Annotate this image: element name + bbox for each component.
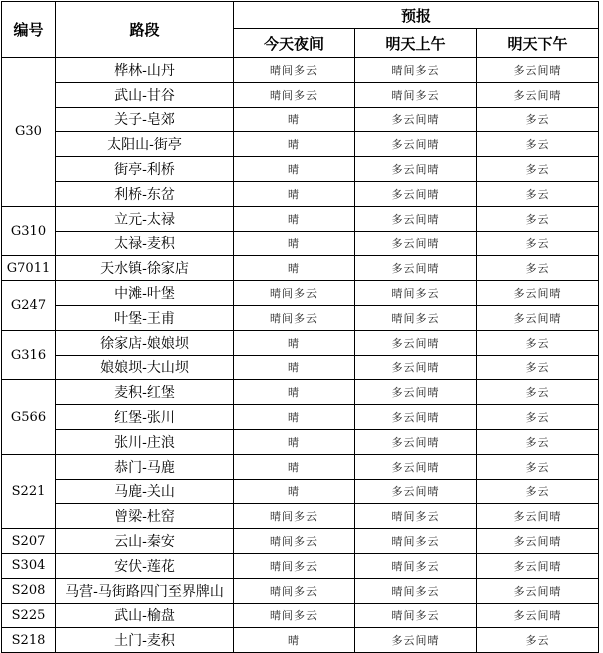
table-row [2, 578, 599, 603]
route-cell: 叶堡-王甫 [56, 305, 234, 330]
tonight-cell: 晴 [234, 454, 355, 479]
table-row [2, 206, 599, 231]
tomorrow-am-cell: 多云间晴 [355, 454, 477, 479]
road-code-cell: G7011 [2, 256, 56, 281]
road-code-cell: G30 [2, 58, 56, 207]
tonight-cell: 晴 [234, 355, 355, 380]
tomorrow-am-cell: 多云间晴 [355, 429, 477, 454]
tonight-cell: 晴 [234, 628, 355, 653]
tomorrow-pm-cell: 多云 [477, 380, 599, 405]
tomorrow-pm-cell: 多云 [477, 256, 599, 281]
route-cell: 张川-庄浪 [56, 429, 234, 454]
tomorrow-am-cell: 晴间多云 [355, 305, 477, 330]
road-code-cell: S208 [2, 578, 56, 603]
table-row [2, 58, 599, 83]
tonight-cell: 晴间多云 [234, 578, 355, 603]
tomorrow-pm-cell: 多云间晴 [477, 578, 599, 603]
route-cell: 桦林-山丹 [56, 58, 234, 83]
tonight-cell: 晴 [234, 256, 355, 281]
tomorrow-pm-cell: 多云间晴 [477, 305, 599, 330]
tomorrow-pm-cell: 多云 [477, 231, 599, 256]
table-row [2, 454, 599, 479]
table-row [2, 256, 599, 281]
tomorrow-am-cell: 晴间多云 [355, 603, 477, 628]
road-code-cell: S304 [2, 553, 56, 578]
tomorrow-pm-cell: 多云 [477, 429, 599, 454]
tonight-cell: 晴间多云 [234, 504, 355, 529]
table-row [2, 429, 599, 454]
table-row [2, 107, 599, 132]
tomorrow-pm-cell: 多云 [477, 132, 599, 157]
tonight-cell: 晴 [234, 479, 355, 504]
tomorrow-am-cell: 多云间晴 [355, 405, 477, 430]
tonight-cell: 晴 [234, 405, 355, 430]
route-cell: 恭门-马鹿 [56, 454, 234, 479]
route-cell: 马营-马街路四门至界牌山 [56, 578, 234, 603]
table-row [2, 529, 599, 554]
tonight-cell: 晴 [234, 132, 355, 157]
route-cell: 安伏-莲花 [56, 553, 234, 578]
header-route: 路段 [56, 2, 234, 58]
tomorrow-am-cell: 多云间晴 [355, 157, 477, 182]
table-row [2, 380, 599, 405]
table-row [2, 305, 599, 330]
route-cell: 武山-甘谷 [56, 82, 234, 107]
tomorrow-pm-cell: 多云间晴 [477, 504, 599, 529]
route-cell: 关子-皂郊 [56, 107, 234, 132]
road-code-cell: S225 [2, 603, 56, 628]
table-row [2, 82, 599, 107]
tomorrow-pm-cell: 多云 [477, 628, 599, 653]
table-header [2, 2, 599, 58]
tomorrow-pm-cell: 多云 [477, 330, 599, 355]
route-cell: 曾梁-杜窑 [56, 504, 234, 529]
tomorrow-am-cell: 多云间晴 [355, 206, 477, 231]
tomorrow-am-cell: 晴间多云 [355, 281, 477, 306]
tomorrow-pm-cell: 多云 [477, 355, 599, 380]
tomorrow-am-cell: 晴间多云 [355, 578, 477, 603]
tonight-cell: 晴 [234, 157, 355, 182]
tomorrow-pm-cell: 多云 [477, 206, 599, 231]
tomorrow-am-cell: 多云间晴 [355, 181, 477, 206]
route-cell: 麦积-红堡 [56, 380, 234, 405]
route-cell: 土门-麦积 [56, 628, 234, 653]
tonight-cell: 晴 [234, 429, 355, 454]
table-row [2, 355, 599, 380]
tomorrow-pm-cell: 多云间晴 [477, 529, 599, 554]
tonight-cell: 晴 [234, 107, 355, 132]
route-cell: 太阳山-街亭 [56, 132, 234, 157]
road-code-cell: G247 [2, 281, 56, 331]
route-cell: 中滩-叶堡 [56, 281, 234, 306]
tomorrow-pm-cell: 多云 [477, 454, 599, 479]
tonight-cell: 晴 [234, 231, 355, 256]
tonight-cell: 晴间多云 [234, 58, 355, 83]
table-row [2, 479, 599, 504]
road-code-cell: G316 [2, 330, 56, 380]
tomorrow-am-cell: 多云间晴 [355, 355, 477, 380]
tomorrow-pm-cell: 多云间晴 [477, 281, 599, 306]
tonight-cell: 晴 [234, 181, 355, 206]
tomorrow-pm-cell: 多云间晴 [477, 58, 599, 83]
tomorrow-am-cell: 晴间多云 [355, 529, 477, 554]
tomorrow-am-cell: 多云间晴 [355, 107, 477, 132]
tomorrow-pm-cell: 多云 [477, 107, 599, 132]
tonight-cell: 晴间多云 [234, 529, 355, 554]
tonight-cell: 晴间多云 [234, 305, 355, 330]
route-cell: 立元-太禄 [56, 206, 234, 231]
table-row [2, 628, 599, 653]
header-code: 编号 [2, 2, 56, 58]
tomorrow-am-cell: 晴间多云 [355, 504, 477, 529]
table-row [2, 330, 599, 355]
tomorrow-am-cell: 多云间晴 [355, 330, 477, 355]
table-row [2, 405, 599, 430]
table-row [2, 157, 599, 182]
tomorrow-pm-cell: 多云间晴 [477, 553, 599, 578]
tomorrow-am-cell: 多云间晴 [355, 380, 477, 405]
route-cell: 武山-榆盘 [56, 603, 234, 628]
tomorrow-pm-cell: 多云间晴 [477, 82, 599, 107]
table-body [2, 58, 599, 653]
road-code-cell: S218 [2, 628, 56, 653]
route-cell: 马鹿-关山 [56, 479, 234, 504]
tomorrow-pm-cell: 多云 [477, 479, 599, 504]
route-cell: 利桥-东岔 [56, 181, 234, 206]
route-cell: 红堡-张川 [56, 405, 234, 430]
table-row [2, 603, 599, 628]
table-row [2, 181, 599, 206]
tomorrow-pm-cell: 多云 [477, 405, 599, 430]
tomorrow-am-cell: 多云间晴 [355, 479, 477, 504]
tomorrow-am-cell: 晴间多云 [355, 58, 477, 83]
header-forecast: 预报 [234, 2, 599, 29]
forecast-table [1, 1, 599, 653]
tonight-cell: 晴间多云 [234, 603, 355, 628]
route-cell: 天水镇-徐家店 [56, 256, 234, 281]
header-tonight: 今天夜间 [234, 29, 355, 58]
tomorrow-pm-cell: 多云 [477, 181, 599, 206]
tonight-cell: 晴 [234, 206, 355, 231]
route-cell: 街亭-利桥 [56, 157, 234, 182]
header-tomorrow-pm: 明天下午 [477, 29, 599, 58]
tomorrow-am-cell: 多云间晴 [355, 628, 477, 653]
tonight-cell: 晴 [234, 380, 355, 405]
tonight-cell: 晴间多云 [234, 281, 355, 306]
route-cell: 太禄-麦积 [56, 231, 234, 256]
table-row [2, 281, 599, 306]
tomorrow-am-cell: 晴间多云 [355, 82, 477, 107]
tonight-cell: 晴间多云 [234, 553, 355, 578]
table-row [2, 231, 599, 256]
header-tomorrow-am: 明天上午 [355, 29, 477, 58]
tonight-cell: 晴 [234, 330, 355, 355]
road-code-cell: G310 [2, 206, 56, 256]
road-code-cell: G566 [2, 380, 56, 454]
table-row [2, 553, 599, 578]
tomorrow-am-cell: 多云间晴 [355, 231, 477, 256]
tomorrow-am-cell: 多云间晴 [355, 256, 477, 281]
table-row [2, 504, 599, 529]
route-cell: 娘娘坝-大山坝 [56, 355, 234, 380]
tomorrow-am-cell: 多云间晴 [355, 132, 477, 157]
route-cell: 云山-秦安 [56, 529, 234, 554]
route-cell: 徐家店-娘娘坝 [56, 330, 234, 355]
road-code-cell: S221 [2, 454, 56, 528]
road-code-cell: S207 [2, 529, 56, 554]
table-row [2, 132, 599, 157]
tomorrow-pm-cell: 多云 [477, 157, 599, 182]
tomorrow-am-cell: 晴间多云 [355, 553, 477, 578]
tonight-cell: 晴间多云 [234, 82, 355, 107]
tomorrow-pm-cell: 多云间晴 [477, 603, 599, 628]
